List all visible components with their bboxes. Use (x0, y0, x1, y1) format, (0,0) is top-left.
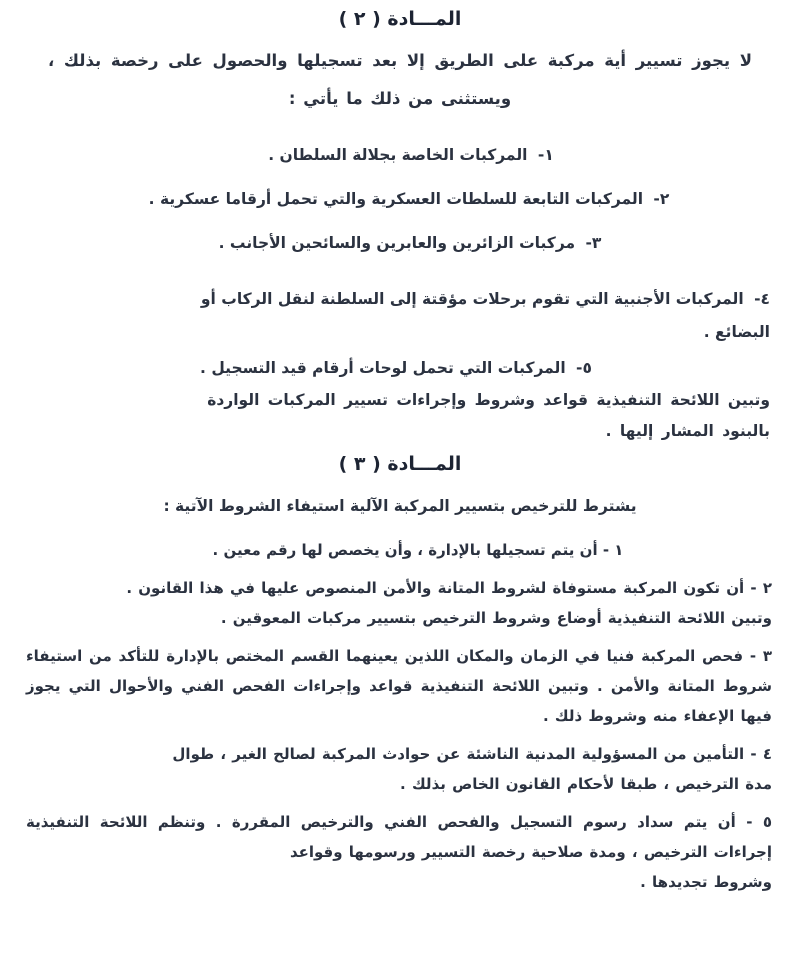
list-item-number: ١ - (602, 541, 624, 559)
list-item-text-continued: مدة الترخيص ، طبقا لأحكام القانون الخاص بذلك . (400, 775, 772, 793)
list-item-text-continued: البضائع . (703, 323, 770, 341)
article-3-heading: المـــادة ( ٣ ) (338, 453, 462, 475)
article-2-heading: المـــادة ( ٢ ) (338, 8, 462, 30)
list-item-number: ٢ - (750, 579, 772, 597)
list-item-text: أن يتم سداد رسوم التسجيل والفحص الفني والترخيص المقررة . وتنظم اللائحة (99, 813, 736, 831)
list-item-number: ٤ - (750, 745, 772, 763)
article-3-list (14, 535, 786, 897)
list-item-text: المركبات الأجنبية التي تقوم برحلات مؤقتة إلى السلطنة لنقل الركاب أو (200, 290, 744, 308)
list-item-text: أن يتم تسجيلها بالإدارة ، وأن يخصص لها رقم معين . (212, 541, 598, 559)
list-item-text-continued: وتبين اللائحة التنفيذية أوضاع وشروط الترخيص بتسيير مركبات المعوقين . (220, 609, 772, 627)
list-item-text: أن تكون المركبة مستوفاة لشروط المتانة والأمن المنصوص عليها في هذا القانون . (126, 579, 745, 597)
article-2-closing-line-2: بالبنود المشار إليها . (605, 422, 770, 440)
list-item (26, 739, 772, 799)
list-item-number: ٢- (653, 190, 670, 208)
list-item-number: ٤- (754, 290, 770, 308)
list-item (28, 283, 770, 349)
list-item-text-continued-2: وشروط تجديدها . (640, 873, 772, 891)
list-item (14, 353, 748, 384)
list-item-text-continued-2: وإجراءات الفحص الفني والأحوال التي يجوز فيها الإعفاء منه وشروط ذلك . (26, 677, 772, 725)
list-item-number: ١- (537, 146, 554, 164)
list-item-text: فحص المركبة فنيا في الزمان والمكان اللذين يعينهما القسم المختص بالإدارة (166, 647, 744, 665)
list-item (26, 573, 772, 633)
list-item-text: المركبات التابعة للسلطات العسكرية والتي تحمل أرقاما عسكرية . (148, 190, 644, 208)
list-item-text: المركبات التي تحمل لوحات أرقام قيد التسجيل . (200, 359, 566, 377)
article-3-intro: يشترط للترخيص بتسيير المركبة الآلية استيفاء الشروط الآتية : (163, 497, 637, 515)
article-2-intro: لا يجوز تسيير أية مركبة على الطريق إلا بعد تسجيلها والحصول على رخصة بذلك ، ويستثنى من ذلك ما يأتي : (48, 51, 752, 108)
list-item (14, 184, 748, 215)
list-item-text-continued: التنفيذية إجراءات الترخيص ، ومدة صلاحية رخصة التسيير ورسومها وقواعد (26, 813, 772, 861)
list-item (26, 641, 772, 731)
list-item-text: المركبات الخاصة بجلالة السلطان . (268, 146, 528, 164)
list-item-text: التأمين من المسؤولية المدنية الناشئة عن حوادث المركبة لصالح الغير ، طوال (172, 745, 745, 763)
list-item-number: ٥ - (746, 813, 772, 831)
article-2-list (14, 140, 786, 384)
list-item-text: مركبات الزائرين والعابرين والسائحين الأجانب . (218, 234, 576, 252)
list-item-text-continued: للتأكد من استيفاء شروط المتانة والأمن . وتبين اللائحة التنفيذية قواعد (26, 647, 772, 695)
list-item-number: ٣- (585, 234, 602, 252)
list-item (26, 535, 772, 565)
article-2-closing-line-1: وتبين اللائحة التنفيذية قواعد وشروط وإجراءات تسيير المركبات الواردة (207, 391, 770, 409)
list-item-number: ٥- (576, 359, 592, 377)
list-item (14, 228, 748, 259)
list-item (14, 140, 748, 171)
list-item (26, 807, 772, 897)
list-item-number: ٣ - (749, 647, 772, 665)
article-2-closing-paragraph (28, 385, 770, 447)
